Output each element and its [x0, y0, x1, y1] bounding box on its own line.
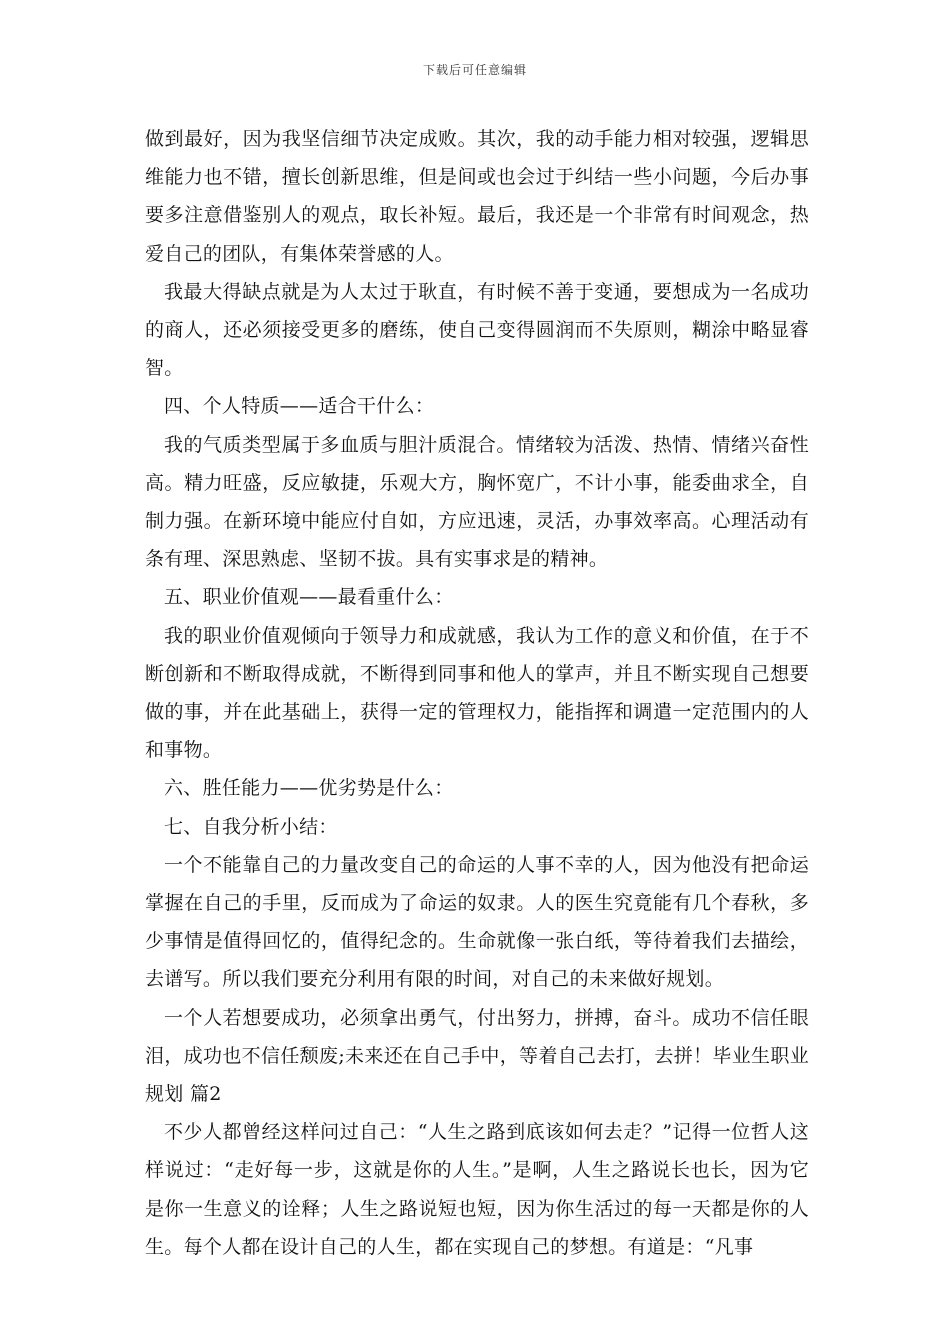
paragraph-success: 一个人若想要成功，必须拿出勇气，付出努力，拼搏，奋斗。成功不信任眼泪，成功也不信任颓废;未来还在自己手中，等着自己去打，去拼！毕业生职业规划 篇2 — [145, 1006, 809, 1106]
paragraph-life-path: 不少人都曾经这样问过自己：“人生之路到底该如何去走？”记得一位哲人这样说过：“走好每一步，这就是你的人生。”是啊，人生之路说长也长，因为它是你一生意义的诠释；人生之路说短也短，因为你生活过的每一天都是你的人生。每个人都在设计自己的人生，都在实现自己的梦想。有道是：“凡事 — [145, 1121, 809, 1258]
paragraph-continuation: 做到最好，因为我坚信细节决定成败。其次，我的动手能力相对较强，逻辑思维能力也不错，擅长创新思维，但是间或也会过于纠结一些小问题，今后办事要多注意借鉴别人的观点，取长补短。最后，我还是一个非常有时间观念，热爱自己的团队，有集体荣誉感的人。 — [145, 128, 809, 265]
paragraph-weakness: 我最大得缺点就是为人太过于耿直，有时候不善于变通，要想成为一名成功的商人，还必须接受更多的磨练，使自己变得圆润而不失原则，糊涂中略显睿智。 — [145, 280, 809, 380]
paragraph-destiny: 一个不能靠自己的力量改变自己的命运的人事不幸的人，因为他没有把命运掌握在自己的手里，反而成为了命运的奴隶。人的医生究竟能有几个春秋，多少事情是值得回忆的，值得纪念的。生命就像一张白纸，等待着我们去描绘，去谱写。所以我们要充分利用有限的时间，对自己的未来做好规划。 — [145, 853, 809, 991]
paragraph-temperament: 我的气质类型属于多血质与胆汁质混合。情绪较为活泼、热情、情绪兴奋性高。精力旺盛，反应敏捷，乐观大方，胸怀宽广，不计小事，能委曲求全，自制力强。在新环境中能应付自如，方应迅速，灵活，办事效率高。心理活动有条有理、深思熟虑、坚韧不拔。具有实事求是的精神。 — [145, 433, 809, 571]
section-heading-self-analysis-summary: 七、自我分析小结： — [164, 815, 338, 838]
document-body — [145, 120, 809, 1266]
page-header: 下载后可任意编辑 — [422, 63, 527, 77]
section-heading-personal-traits: 四、个人特质——适合干什么： — [164, 395, 435, 418]
section-heading-career-values: 五、职业价值观——最看重什么： — [164, 586, 454, 609]
paragraph-career-values: 我的职业价值观倾向于领导力和成就感，我认为工作的意义和价值，在于不断创新和不断取得成就，不断得到同事和他人的掌声，并且不断实现自己想要做的事，并在此基础上，获得一定的管理权力，能指挥和调遣一定范围内的人和事物。 — [145, 624, 809, 762]
section-heading-competence: 六、胜任能力——优劣势是什么： — [164, 777, 454, 800]
